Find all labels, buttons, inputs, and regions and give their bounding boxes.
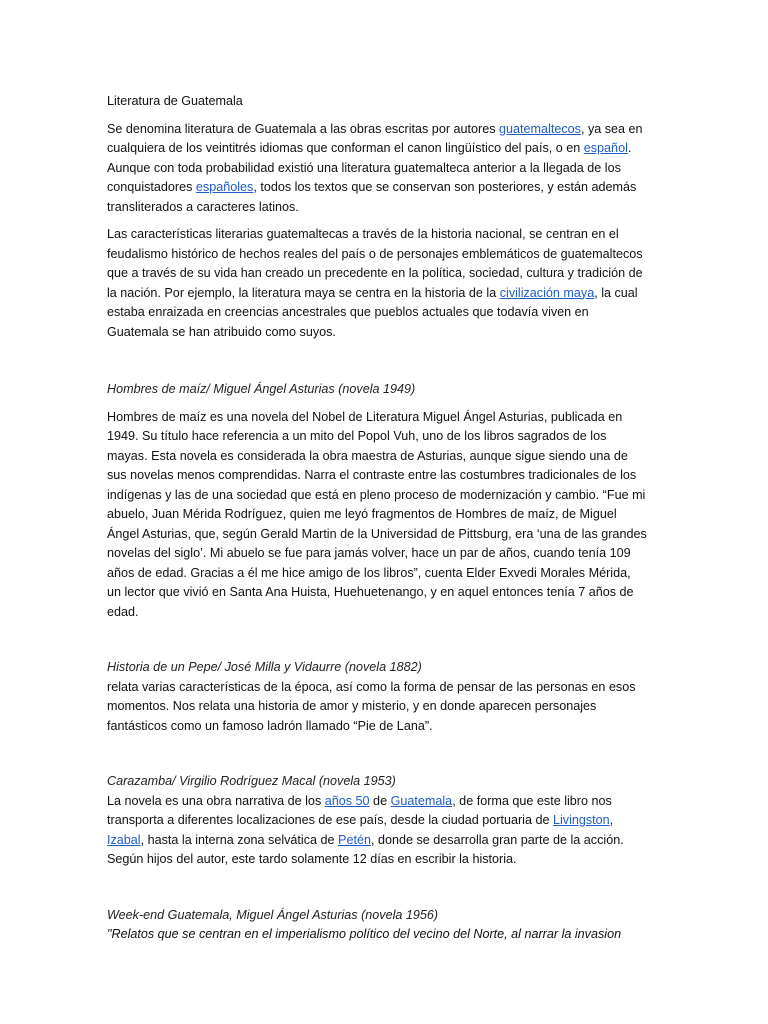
text-span: , la cual estaba enraizada en creencias ancestrales que pueblos actuales que todavía viven en Guatemala se han atribuido como suyos. [107,285,638,339]
text-span: , donde se desarrolla gran parte de la acción. Según hijos del autor, este tardo solamente 12 días en escribir la historia. [107,832,624,866]
section-heading-carazamba: Carazamba/ Virgilio Rodríguez Macal (novela 1953) [107,774,396,788]
text-span: . Aunque con toda probabilidad existió una literatura guatemalteca anterior a la llegada de los conquistadores [107,141,632,194]
text-span: , todos los textos que se conservan son posteriores, y están además transliterados a caracteres latinos. [107,180,637,214]
section-body-week-end-guatemala: "Relatos que se centran en el imperialismo político del vecino del Norte, al narrar la invasion [107,927,622,941]
link-guatemala[interactable]: Guatemala [390,793,453,808]
text-span: de [369,793,391,808]
intro-paragraph-1 [107,120,647,218]
text-span: , hasta la interna zona selvática de [140,832,339,847]
text-span: , de forma que este libro nos transporta a diferentes localizaciones de ese país, desde la ciudad portuaria de [107,793,612,827]
text-span: Se denomina literatura de Guatemala a las obras escritas por autores [107,121,500,136]
section-heading-historia-de-un-pepe: Historia de un Pepe/ José Milla y Vidaurre (novela 1882) [107,660,422,674]
link-livingston[interactable]: Livingston [552,813,610,827]
link-izabal[interactable]: Izabal [107,832,141,847]
section-body-historia-de-un-pepe: relata varias características de la época, así como la forma de pensar de las personas en esos momentos. Nos relata una historia de amor y misterio, y en donde aparecen personajes fantásticos como un famoso ladrón llamado “Pie de Lana”. [107,679,636,733]
link-espanol[interactable]: español [583,141,628,155]
section-heading-hombres-de-maiz: Hombres de maíz/ Miguel Ángel Asturias (novela 1949) [107,382,416,396]
text-span: , [609,813,614,827]
link-espanoles[interactable]: españoles [195,180,254,194]
document-title: Literatura de Guatemala [107,94,243,108]
text-span: La novela es una obra narrativa de los [107,793,325,808]
link-guatemaltecos[interactable]: guatemaltecos [499,121,581,136]
section-body-carazamba [107,792,647,870]
section-body-hombres-de-maiz: Hombres de maíz es una novela del Nobel de Literatura Miguel Ángel Asturias, publicada en 1949. Su título hace referencia a un mito del Popol Vuh, uno de los libros sagrados de los mayas. Esta novela es considerada la obra maestra de Asturias, aunque sigue siendo una de sus novelas menos comprendidas. Narra el contraste entre las costumbres tradicionales de los indígenas y las de una sociedad que está en pleno proceso de modernización y cambio. “Fue mi abuelo, Juan Mérida Rodríguez, quien me leyó fragmentos de Hombres de maíz, de Miguel Ángel Asturias, que, según Gerald Martin de la Universidad de Pittsburg, era ‘una de las grandes novelas del siglo’. Mi abuelo se fue para jamás volver, hace un par de años, cuando tenía 109 años de edad. Gracias a él me hice amigo de los libros”, cuenta Elder Exvedi Morales Mérida, un lector que vivió en Santa Ana Huista, Huehuetenango, y en aquel entonces tenía 7 años de edad. [107,409,647,619]
text-span: Las características literarias guatemaltecas a través de la historia nacional, se centran en el feudalismo histórico de hechos reales del país o de personajes emblemáticos de guatemaltecos que a través de su vida han creado un precedente en la política, sociedad, cultura y tradición de la nación. Por ejemplo, la literatura maya se centra en la historia de la [107,227,643,300]
link-anos-50[interactable]: años 50 [324,793,370,808]
link-peten[interactable]: Petén [338,832,371,847]
section-heading-week-end-guatemala: Week-end Guatemala, Miguel Ángel Asturias (novela 1956) [107,907,439,922]
text-span: , ya sea en cualquiera de los veintitrés idiomas que conforman el canon lingüístico del país, o en [107,121,643,155]
link-civilizacion-maya[interactable]: civilización maya [499,285,595,300]
document-page [107,92,647,953]
intro-paragraph-2 [107,225,647,342]
